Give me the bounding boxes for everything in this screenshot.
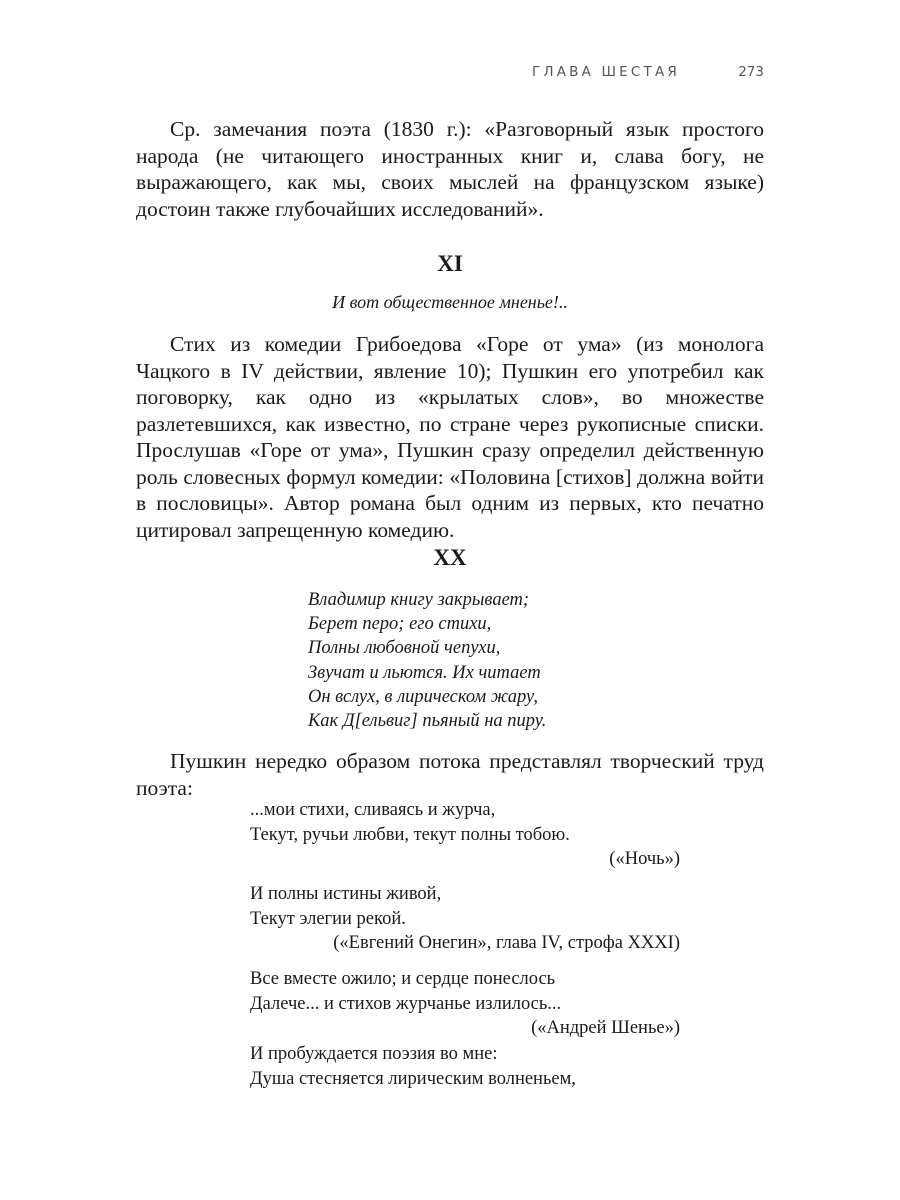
poem-line: Берет перо; его стихи, — [308, 614, 492, 635]
citation-line: Текут, ручьи любви, текут полны тобою. — [250, 824, 570, 845]
citation-block — [250, 1042, 680, 1091]
epigraph: И вот общественное мненье!.. — [332, 292, 568, 312]
citation-source: («Андрей Шенье») — [531, 1018, 680, 1038]
poem-line: Звучат и льются. Их читает — [308, 662, 541, 683]
citation-line: Все вместе ожило; и сердце понеслось — [250, 969, 556, 989]
citation-line: Душа стесняется лирическим волненьем, — [250, 1068, 576, 1089]
poem-line: Владимир книгу закрывает; — [308, 590, 530, 610]
paragraph-pushkin: Пушкин нередко образом потока представлял творческий труд поэта: — [136, 749, 764, 800]
poem-line: Как Д[ельвиг] пьяный на пиру. — [308, 711, 547, 732]
citation-line: Текут элегии рекой. — [250, 908, 406, 929]
page-number: 273 — [738, 64, 764, 80]
citation-block — [250, 798, 680, 872]
page-header — [0, 64, 900, 86]
citation-line: Далече... и стихов журчанье излилось... — [250, 993, 562, 1014]
running-head: ГЛАВА ШЕСТАЯ — [531, 64, 680, 80]
citation-source: («Ночь») — [609, 849, 680, 869]
poem-quote — [308, 588, 748, 733]
section-heading-xi: XI — [437, 251, 463, 276]
paragraph-intro: Ср. замечания поэта (1830 г.): «Разговорный язык простого народа (не читающего иностранных книг и, слава богу, не выражающего, как мы, своих мыслей на французском языке) достоин также глубочайших исследований». — [136, 117, 764, 221]
section-heading-xx: XX — [433, 545, 467, 570]
citation-line: И полны истины живой, — [250, 884, 442, 904]
poem-line: Полны любовной чепухи, — [308, 638, 501, 659]
citation-block — [250, 882, 680, 956]
citation-block — [250, 967, 680, 1041]
paragraph-griboedov: Стих из комедии Грибоедова «Горе от ума» (из монолога Чацкого в IV действии, явление 10); Пушкин его употребил как поговорку, как одно из «крылатых слов», во множестве разлетевшихся, как известно, по стране через рукописные списки. Прослушав «Горе от ума», Пушкин сразу определил действенную роль словесных формул комедии: «Половина [стихов] должна войти в пословицы». Автор романа был одним из первых, кто печатно цитировал запрещенную комедию. — [136, 332, 764, 542]
poem-line: Он вслух, в лирическом жару, — [308, 686, 538, 707]
citation-line: ...мои стихи, сливаясь и журча, — [250, 800, 496, 820]
citation-source: («Евгений Онегин», глава IV, строфа XXXI) — [333, 933, 680, 953]
citation-line: И пробуждается поэзия во мне: — [250, 1044, 498, 1064]
